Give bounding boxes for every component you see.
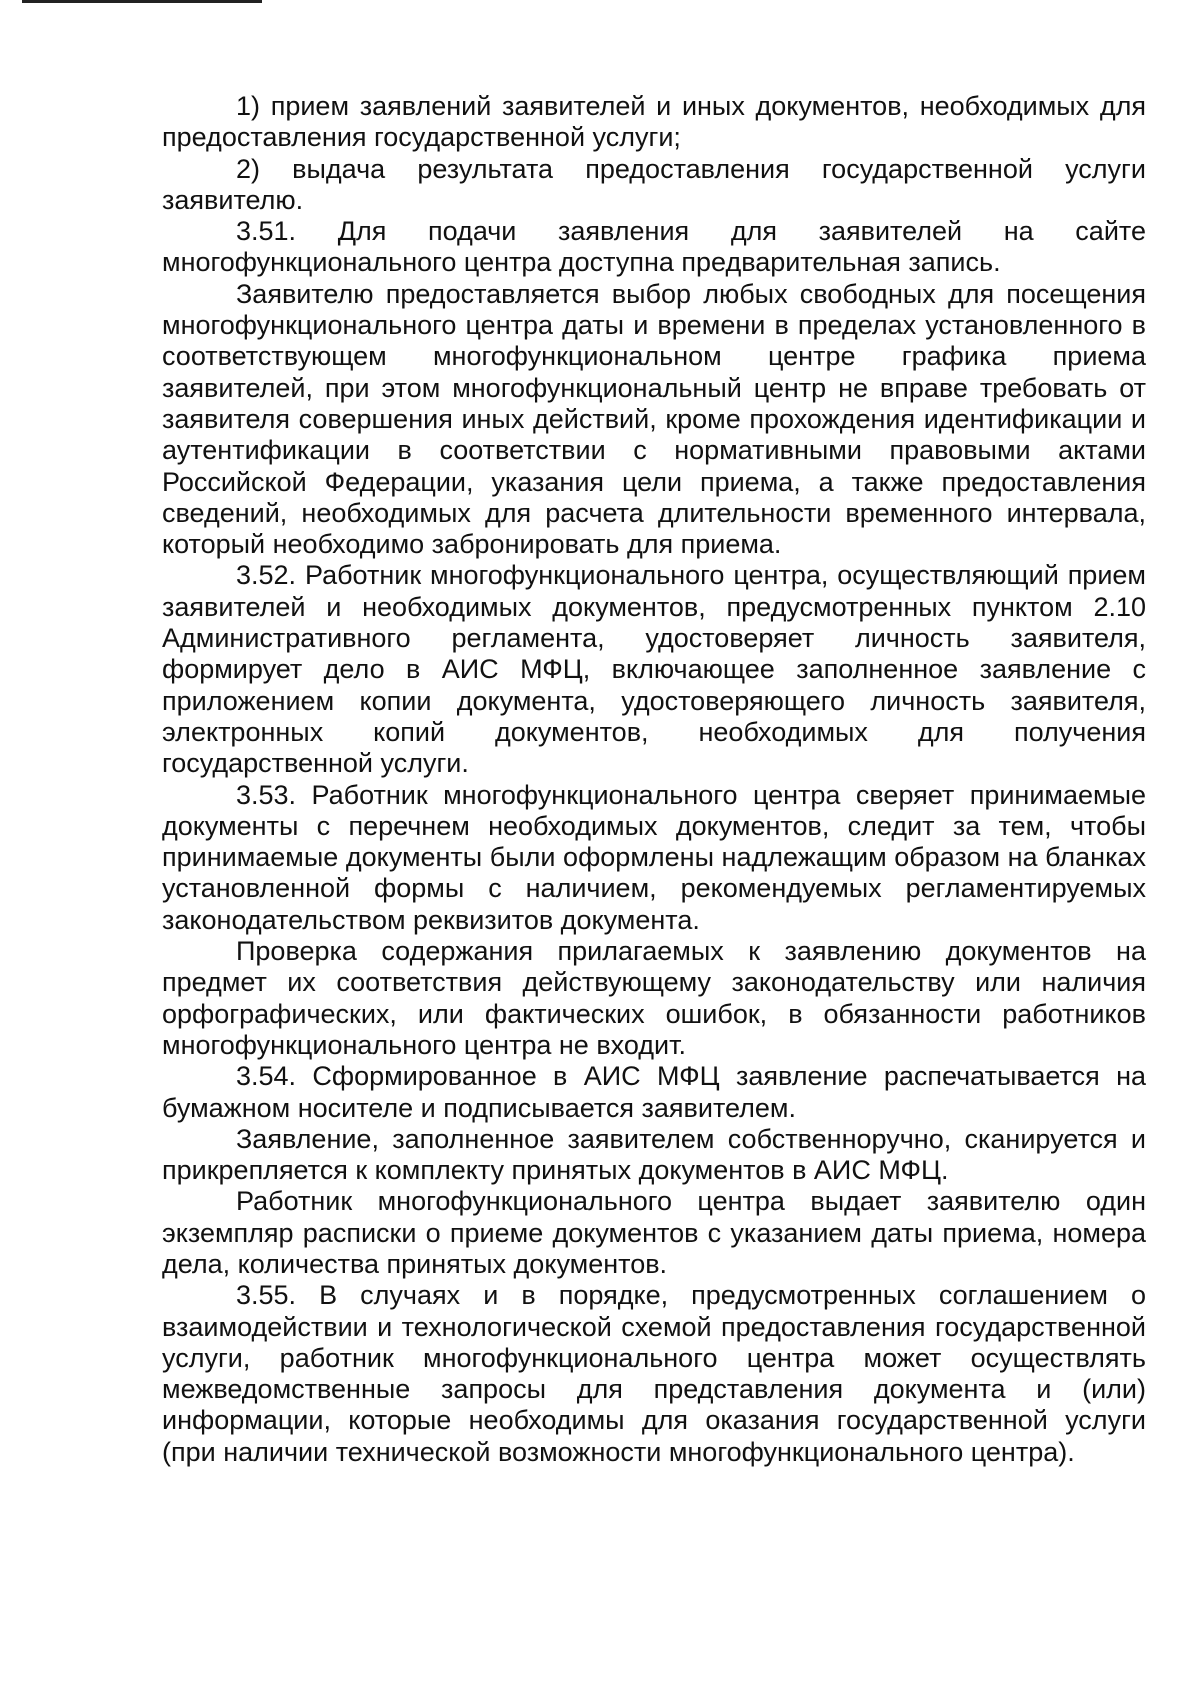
paragraph-content-check: Проверка содержания прилагаемых к заявлению документов на предмет их соответствия действующему законодательству или наличия орфографических, или фактических ошибок, в обязанности работников многофункционального центра не входит. — [162, 936, 1146, 1060]
paragraph-appointment-choice: Заявителю предоставляется выбор любых свободных для посещения многофункционального центра даты и времени в пределах установленного в соответствующем многофункциональном центре графика приема заявителей, при этом многофункциональный центр не вправе требовать от заявителя совершения иных действий, кроме прохождения идентификации и аутентификации в соответствии с нормативными правовыми актами Российской Федерации, указания цели приема, а также предоставления сведений, необходимых для расчета длительности временного интервала, который необходимо забронировать для приема. — [162, 278, 1146, 560]
paragraph-receipt-issuance: Работник многофункционального центра выдает заявителю один экземпляр расписки о приеме документов с указанием даты приема, номера дела, количества принятых документов. — [162, 1186, 1146, 1279]
paragraph-item-1-reception: 1) прием заявлений заявителей и иных документов, необходимых для предоставления государственной услуги; — [162, 91, 1146, 153]
paragraph-3-54: 3.54. Сформированное в АИС МФЦ заявление распечатывается на бумажном носителе и подписывается заявителем. — [162, 1061, 1146, 1123]
paragraph-item-2-result-issuance: 2) выдача результата предоставления государственной услуги заявителю. — [162, 153, 1146, 215]
paragraph-3-51: 3.51. Для подачи заявления для заявителей на сайте многофункционального центра доступна предварительная запись. — [162, 216, 1146, 278]
paragraph-3-52: 3.52. Работник многофункционального центра, осуществляющий прием заявителей и необходимых документов, предусмотренных пунктом 2.10 Административного регламента, удостоверяет личность заявителя, формирует дело в АИС МФЦ, включающее заполненное заявление с приложением копии документа, удостоверяющего личность заявителя, электронных копий документов, необходимых для получения государственной услуги. — [162, 560, 1146, 779]
top-rule-divider — [22, 0, 262, 3]
document-body — [162, 91, 1146, 1468]
paragraph-3-53: 3.53. Работник многофункционального центра сверяет принимаемые документы с перечнем необходимых документов, следит за тем, чтобы принимаемые документы были оформлены надлежащим образом на бланках установленной формы с наличием, рекомендуемых регламентируемых законодательством реквизитов документа. — [162, 779, 1146, 935]
paragraph-application-scan: Заявление, заполненное заявителем собственноручно, сканируется и прикрепляется к комплекту принятых документов в АИС МФЦ. — [162, 1123, 1146, 1186]
paragraph-3-55: 3.55. В случаях и в порядке, предусмотренных соглашением о взаимодействии и технологической схемой предоставления государственной услуги, работник многофункционального центра может осуществлять межведомственные запросы для представления документа и (или) информации, которые необходимы для оказания государственной услуги (при наличии технической возможности многофункционального центра). — [162, 1280, 1146, 1467]
